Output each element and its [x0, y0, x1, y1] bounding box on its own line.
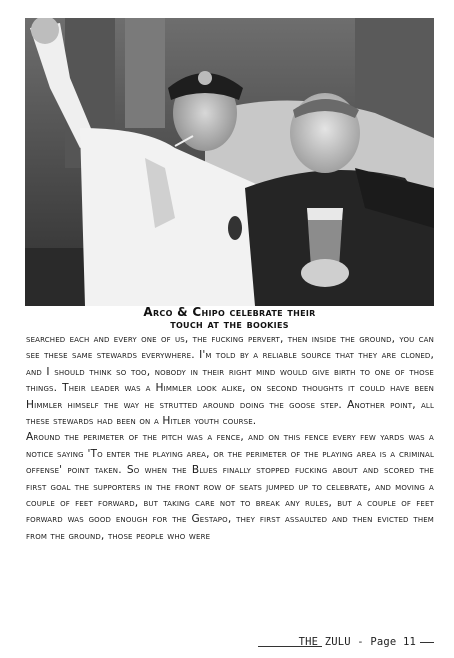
- caption-line-2: touch at the bookies: [170, 317, 289, 331]
- article-paragraph-1: searched each and every one of us, the fucking pervert, then inside the ground, you can see these same stewards everywhere. I'm told by a reliable source that they are cloned, and I should think so too, nobody in their right mind would give birth to one of those things. Their leader was a Himmler look alike, on second thoughts it could have been Himmler himself the way he strutted around doing the goose step. Another point, all these stewards had been on a Hitler youth course.: [26, 333, 434, 428]
- footer-rule-right: [420, 642, 434, 643]
- footer-page-label: THE ZULU - Page 11: [298, 636, 416, 648]
- article-paragraph-2: Around the perimeter of the pitch was a fence, and on this fence every few yards was a notice saying 'To enter the playing area, or the perimeter of the playing area is a criminal offense' point taken. So when the Blues finally stopped fucking about and scored the first goal the supporters in the front row of seats jumped up to celebrate, and moving a couple of feet forward, but taking care not to break any rules, but a couple of feet forward was good enough for the Gestapo, they first assaulted and then evicted them from the ground, those people who were: [26, 431, 434, 542]
- photo-caption: [25, 306, 434, 330]
- photo-image: [25, 18, 434, 306]
- caption-line-1: Arco & Chipo celebrate their: [143, 305, 316, 319]
- article-body: [26, 331, 434, 544]
- page-footer: [299, 634, 434, 650]
- photo: [25, 18, 434, 306]
